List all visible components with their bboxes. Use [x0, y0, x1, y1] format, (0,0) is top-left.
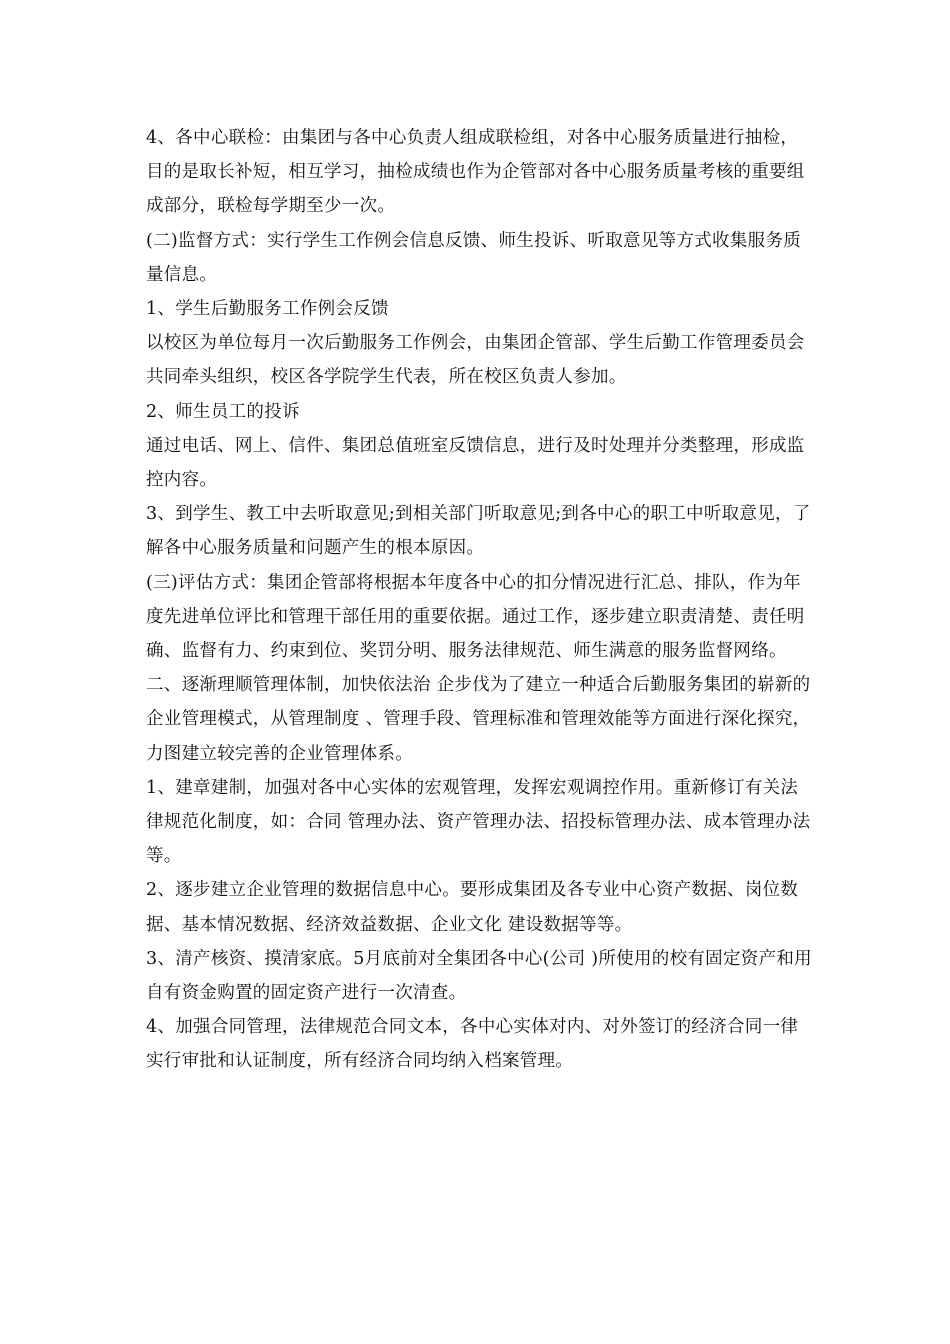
paragraph-evaluation-method: (三)评估方式：集团企管部将根据本年度各中心的扣分情况进行汇总、排队，作为年度先进单位评比和管理干部任用的重要依据。通过工作，逐步建立职责清楚、责任明确、监督有力、约束到位、奖罚分明、服务法律规范、师生满意的服务监督网络。	[146, 572, 805, 662]
paragraph-contract-management: 4、加强合同管理，法律规范合同文本，各中心实体对内、对外签订的经济合同一律实行审批和认证制度，所有经济合同均纳入档案管理。	[146, 1017, 799, 1072]
paragraph-asset-audit: 3、清产核资、摸清家底。5月底前对全集团各中心(公司 )所使用的校有固定资产和用自有资金购置的固定资产进行一次清查。	[146, 948, 812, 1004]
paragraph-listen-opinions: 3、到学生、教工中去听取意见;到相关部门听取意见;到各中心的职工中听取意见，了解各中心服务质量和问题产生的根本原因。	[146, 504, 811, 559]
paragraph-complaints-heading: 2、师生员工的投诉	[146, 401, 300, 422]
paragraph-management-system: 二、逐渐理顺管理体制，加快依法治 企步伐为了建立一种适合后勤服务集团的崭新的企业管理模式，从管理制度 、管理手段、管理标准和管理效能等方面进行深化探究，力图建立较完善的企业管理体系。	[146, 675, 811, 764]
paragraph-joint-inspection: 4、各中心联检：由集团与各中心负责人组成联检组，对各中心服务质量进行抽检，目的是取长补短，相互学习，抽检成绩也作为企管部对各中心服务质量考核的重要组成部分，联检每学期至少一次。	[146, 128, 805, 217]
paragraph-data-center: 2、逐步建立企业管理的数据信息中心。要形成集团及各专业中心资产数据、岗位数据、基本情况数据、经济效益数据、企业文化 建设数据等等。	[146, 880, 799, 935]
paragraph-student-meeting-body: 以校区为单位每月一次后勤服务工作例会，由集团企管部、学生后勤工作管理委员会共同牵头组织，校区各学院学生代表，所在校区负责人参加。	[146, 333, 805, 388]
document-body	[146, 121, 814, 1079]
paragraph-supervision-method: (二)监督方式：实行学生工作例会信息反馈、师生投诉、听取意见等方式收集服务质量信息。	[146, 230, 802, 285]
paragraph-rules-establishment: 1、建章建制，加强对各中心实体的宏观管理，发挥宏观调控作用。重新修订有关法律规范化制度，如：合同 管理办法、资产管理办法、招投标管理办法、成本管理办法等。	[146, 777, 811, 867]
paragraph-complaints-body: 通过电话、网上、信件、集团总值班室反馈信息，进行及时处理并分类整理，形成监控内容。	[146, 435, 805, 491]
paragraph-student-meeting-heading: 1、学生后勤服务工作例会反馈	[146, 299, 389, 320]
